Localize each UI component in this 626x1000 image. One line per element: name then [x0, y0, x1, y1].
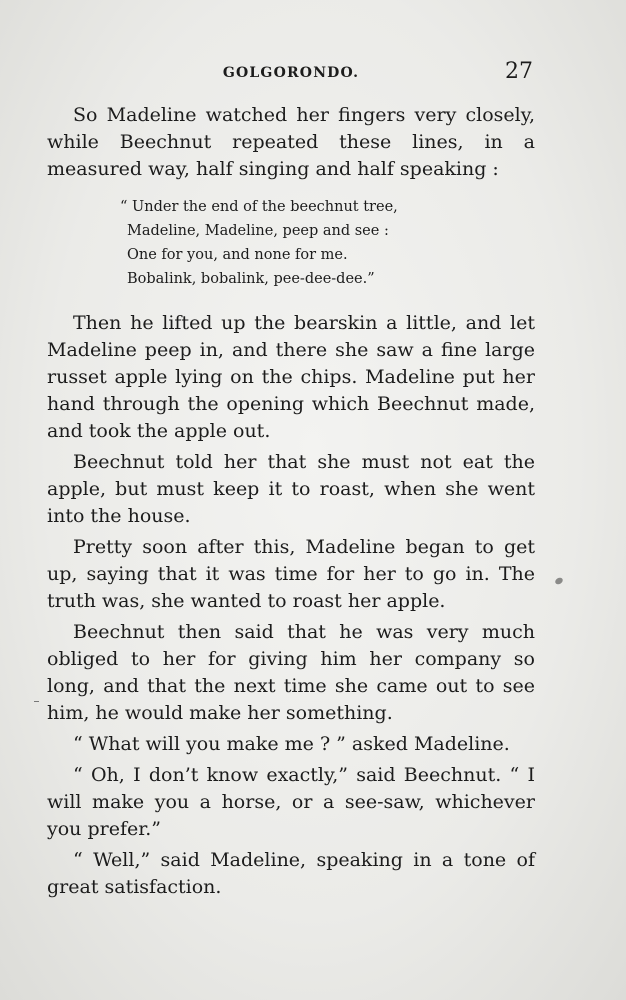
paragraph: Beechnut then said that he was very much obliged to her for giving him her company so long, and that the next time she came out to see him, he would make her something. — [47, 621, 535, 724]
verse-line: “ Under the end of the beechnut tree, — [120, 199, 398, 215]
verse-line: One for you, and none for me. — [127, 247, 348, 263]
book-page — [47, 57, 535, 901]
ink-spot — [554, 576, 564, 585]
verse-line: Madeline, Madeline, peep and see : — [127, 223, 389, 239]
page-number: 27 — [505, 59, 533, 84]
paragraph: Beechnut told her that she must not eat the apple, but must keep it to roast, when she went into the house. — [47, 451, 535, 527]
margin-mark — [34, 701, 39, 702]
verse-block — [120, 195, 535, 291]
paragraph-intro: So Madeline watched her fingers very closely, while Beechnut repeated these lines, in a measured way, half singing and half speaking : — [47, 104, 535, 180]
paragraph: Pretty soon after this, Madeline began to get up, saying that it was time for her to go in. The truth was, she wanted to roast her apple. — [47, 536, 535, 612]
running-head — [47, 57, 535, 91]
body-text — [47, 102, 535, 901]
paragraph: Then he lifted up the bearskin a little, and let Madeline peep in, and there she saw a fine large russet apple lying on the chips. Madeline put her hand through the opening which Beechnut made, and took the apple out. — [47, 312, 535, 442]
running-title: GOLGORONDO. — [222, 65, 360, 81]
paragraph: “ Well,” said Madeline, speaking in a tone of great satisfaction. — [47, 849, 535, 898]
verse-line: Bobalink, bobalink, pee-dee-dee.” — [127, 271, 375, 287]
paragraph: “ What will you make me ? ” asked Madeline. — [73, 733, 510, 755]
paragraph: “ Oh, I don’t know exactly,” said Beechnut. “ I will make you a horse, or a see-saw, whichever you prefer.” — [47, 764, 535, 840]
